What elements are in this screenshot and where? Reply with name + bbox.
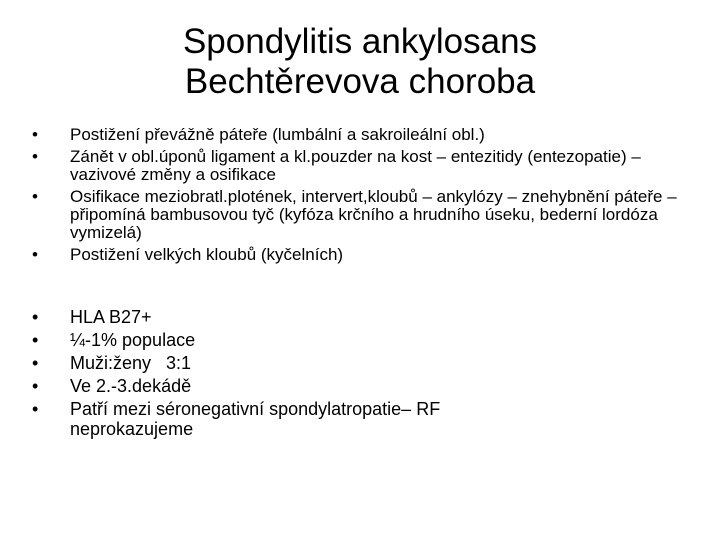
- bullet-text: Postižení převážně páteře (lumbální a sakroileální obl.): [70, 125, 485, 144]
- list-item: [30, 246, 680, 264]
- bullet-dot: •: [32, 330, 39, 350]
- bullet-text: HLA B27+: [70, 307, 152, 327]
- list-item: [30, 330, 680, 350]
- bullet-text: Postižení velkých kloubů (kyčelních): [70, 245, 344, 264]
- bullet-text: Muži:ženy 3:1: [70, 353, 192, 373]
- list-item: [30, 399, 450, 439]
- title-line-1: Spondylitis ankylosans: [182, 22, 538, 61]
- bullet-text: ¼-1% populace: [70, 330, 196, 350]
- list-item: [30, 126, 680, 144]
- bullet-dot: •: [32, 307, 39, 327]
- bullet-dot: •: [32, 353, 39, 373]
- bullet-list-primary: [30, 126, 680, 268]
- bullet-dot: •: [32, 245, 38, 264]
- bullet-dot: •: [32, 187, 38, 206]
- bullet-dot: •: [32, 399, 39, 419]
- list-item: [30, 307, 680, 327]
- bullet-list-secondary: [30, 307, 680, 442]
- list-item: [30, 376, 680, 396]
- list-item: [30, 353, 680, 373]
- bullet-dot: •: [32, 125, 38, 144]
- bullet-dot: •: [32, 147, 38, 166]
- bullet-text: Patří mezi séronegativní spondylatropatie– RF neprokazujeme: [70, 399, 441, 439]
- bullet-text: Ve 2.-3.dekádě: [70, 376, 192, 396]
- slide-title: [100, 22, 620, 102]
- bullet-dot: •: [32, 376, 39, 396]
- title-line-2: Bechtěrevova choroba: [184, 62, 536, 101]
- list-item: [30, 148, 680, 184]
- bullet-text: Zánět v obl.úponů ligament a kl.pouzder na kost – entezitidy (entezopatie) – vazivové změny a osifikace: [70, 147, 641, 184]
- list-item: [30, 188, 680, 242]
- bullet-text: Osifikace meziobratl.plotének, intervert,kloubů – ankylózy – znehybnění páteře – připomíná bambusovou tyč (kyfóza krčního a hrudního úseku, bederní lordóza vymizelá): [70, 187, 677, 242]
